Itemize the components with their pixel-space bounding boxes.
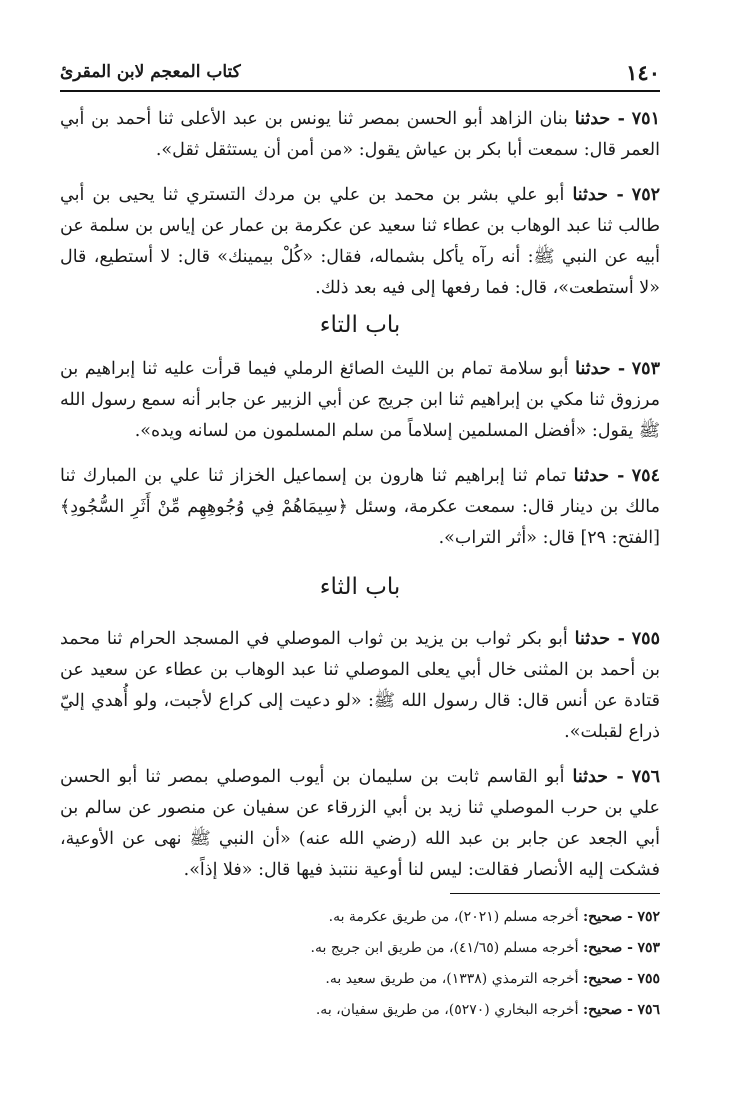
- footnote-number: ٧٥٣: [637, 940, 660, 956]
- hadith-entry: ٧٥٤ - حدثنا تمام ثنا إبراهيم ثنا هارون بن إسماعيل الخزاز ثنا علي بن المبارك ثنا مالك بن دينار قال: سمعت عكرمة، وسئل ﴿سِيمَاهُمْ فِي وُجُوهِهِم مِّنْ أَثَرِ السُّجُودِ﴾ [الفتح: ٢٩] قال: «أثر التراب».: [60, 466, 660, 548]
- entry-number: ٧٥٢: [631, 185, 660, 205]
- hadith-entry: ٧٥١ - حدثنا بنان الزاهد أبو الحسن بمصر ثنا يونس بن عبد الأعلى ثنا أحمد بن أبي العمر قال: سمعت أبا بكر بن عياش يقول: «من أمن أن يستثقل ثقل».: [60, 109, 660, 160]
- page-number: ١٤٠: [626, 59, 660, 85]
- footnote-grade: صحيح: [588, 971, 623, 987]
- footnote-text: أخرجه مسلم (٢٠٢١)، من طريق عكرمة به.: [328, 909, 579, 925]
- entry-text: تمام ثنا إبراهيم ثنا هارون بن إسماعيل الخزاز ثنا علي بن المبارك ثنا مالك بن دينار قال: سمعت عكرمة، وسئل ﴿سِيمَاهُمْ فِي وُجُوهِهِم مِّنْ أَثَرِ السُّجُودِ﴾ [الفتح: ٢٩] قال: «أثر التراب».: [60, 466, 660, 548]
- section-heading: باب التاء: [319, 312, 401, 338]
- footnote-separator: [450, 893, 660, 894]
- entry-number: ٧٥١: [631, 109, 660, 129]
- footnote: ٧٥٢ - صحيح: أخرجه مسلم (٢٠٢١)، من طريق عكرمة به.: [328, 909, 660, 925]
- footnote: ٧٥٦ - صحيح: أخرجه البخاري (٥٢٧٠)، من طريق سفيان، به.: [315, 1002, 660, 1018]
- entry-number: ٧٥٥: [631, 629, 660, 649]
- footnote-number: ٧٥٦: [637, 1002, 660, 1018]
- footnote-grade: صحيح: [588, 1002, 623, 1018]
- section-heading: باب الثاء: [319, 574, 401, 600]
- footnotes: [60, 893, 660, 1026]
- hadith-entry: ٧٥٣ - حدثنا أبو سلامة تمام بن الليث الصائغ الرملي فيما قرأت عليه ثنا إبراهيم بن مرزوق ثنا مكي بن إبراهيم ثنا ابن جريج عن أبي الزبير عن جابر أنه سمع رسول الله ﷺ يقول: «أفضل المسلمين إسلاماً من سلم المسلمون من لسانه ويده».: [60, 359, 660, 441]
- entry-lead-word: حدثنا: [572, 767, 608, 787]
- footnote-text: أخرجه مسلم (٤١/٦٥)، من طريق ابن جريج به.: [310, 940, 579, 956]
- entry-lead-word: حدثنا: [574, 629, 611, 649]
- entry-number: ٧٥٦: [631, 767, 660, 787]
- hadith-entry: ٧٥٢ - حدثنا أبو علي بشر بن محمد بن علي بن مردك التستري ثنا يحيى بن أبي طالب ثنا عبد الوهاب بن عطاء ثنا سعيد عن عكرمة بن عمار عن إياس بن سلمة عن أبيه عن النبي ﷺ: أنه رآه يأكل بشماله، فقال: «كُلْ بيمينك» قال: لا أستطيع، قال «لا أستطعت»، قال: فما رفعها إلى فيه بعد ذلك.: [60, 185, 660, 298]
- footnote-text: أخرجه البخاري (٥٢٧٠)، من طريق سفيان، به.: [315, 1002, 579, 1018]
- entry-text: بنان الزاهد أبو الحسن بمصر ثنا يونس بن عبد الأعلى ثنا أحمد بن أبي العمر قال: سمعت أبا بكر بن عياش يقول: «من أمن أن يستثقل ثقل».: [60, 109, 660, 160]
- entry-lead-word: حدثنا: [573, 466, 610, 486]
- entry-number: ٧٥٣: [631, 359, 660, 379]
- hadith-entry: ٧٥٥ - حدثنا أبو بكر ثواب بن يزيد بن ثواب الموصلي في المسجد الحرام ثنا محمد بن أحمد بن المثنى خال أبي يعلى الموصلي ثنا عبد الوهاب بن عطاء عن سعيد عن قتادة عن أنس قال: قال رسول الله ﷺ: «لو دعيت إلى كراع لأجبت، ولو أُهدي إليّ ذراع لقبلت».: [60, 629, 660, 742]
- entry-lead-word: حدثنا: [574, 109, 611, 129]
- entry-text: أبو بكر ثواب بن يزيد بن ثواب الموصلي في المسجد الحرام ثنا محمد بن أحمد بن المثنى خال أبي يعلى الموصلي ثنا عبد الوهاب بن عطاء عن سعيد عن قتادة عن أنس قال: قال رسول الله ﷺ: «لو دعيت إلى كراع لأجبت، ولو أُهدي إليّ ذراع لقبلت».: [60, 629, 660, 742]
- main-text: [60, 104, 660, 886]
- entry-text: أبو القاسم ثابت بن سليمان بن أيوب الموصلي بمصر ثنا أبو الحسن علي بن حرب الموصلي ثنا زيد بن أبي الزرقاء عن سفيان عن منصور عن سالم بن أبي الجعد عن جابر بن عبد الله (رضي الله عنه) «أن النبي ﷺ نهى عن الأوعية، فشكت إليه الأنصار فقالت: ليس لنا أوعية ننتبذ فيها قال: «فلا إذاً».: [60, 767, 660, 880]
- footnote: ٧٥٣ - صحيح: أخرجه مسلم (٤١/٦٥)، من طريق ابن جريج به.: [310, 940, 660, 956]
- entry-text: أبو علي بشر بن محمد بن علي بن مردك التستري ثنا يحيى بن أبي طالب ثنا عبد الوهاب بن عطاء ثنا سعيد عن عكرمة بن عمار عن إياس بن سلمة عن أبيه عن النبي ﷺ: أنه رآه يأكل بشماله، فقال: «كُلْ بيمينك» قال: لا أستطيع، قال «لا أستطعت»، قال: فما رفعها إلى فيه بعد ذلك.: [60, 185, 660, 298]
- entry-number: ٧٥٤: [631, 466, 660, 486]
- entry-lead-word: حدثنا: [572, 185, 608, 205]
- footnote-text: أخرجه الترمذي (١٣٣٨)، من طريق سعيد به.: [325, 971, 579, 987]
- footnote-number: ٧٥٥: [637, 971, 660, 987]
- book-title: كتاب المعجم لابن المقرئ: [60, 62, 241, 82]
- footnote: ٧٥٥ - صحيح: أخرجه الترمذي (١٣٣٨)، من طريق سعيد به.: [325, 971, 660, 987]
- footnote-grade: صحيح: [588, 909, 623, 925]
- entry-text: أبو سلامة تمام بن الليث الصائغ الرملي فيما قرأت عليه ثنا إبراهيم بن مرزوق ثنا مكي بن إبراهيم ثنا ابن جريج عن أبي الزبير عن جابر أنه سمع رسول الله ﷺ يقول: «أفضل المسلمين إسلاماً من سلم المسلمون من لسانه ويده».: [60, 359, 660, 441]
- page-header: [60, 54, 660, 92]
- hadith-entry: ٧٥٦ - حدثنا أبو القاسم ثابت بن سليمان بن أيوب الموصلي بمصر ثنا أبو الحسن علي بن حرب الموصلي ثنا زيد بن أبي الزرقاء عن سفيان عن منصور عن سالم بن أبي الجعد عن جابر بن عبد الله (رضي الله عنه) «أن النبي ﷺ نهى عن الأوعية، فشكت إليه الأنصار فقالت: ليس لنا أوعية ننتبذ فيها قال: «فلا إذاً».: [60, 767, 660, 880]
- footnote-grade: صحيح: [588, 940, 623, 956]
- footnote-number: ٧٥٢: [637, 909, 660, 925]
- entry-lead-word: حدثنا: [575, 359, 611, 379]
